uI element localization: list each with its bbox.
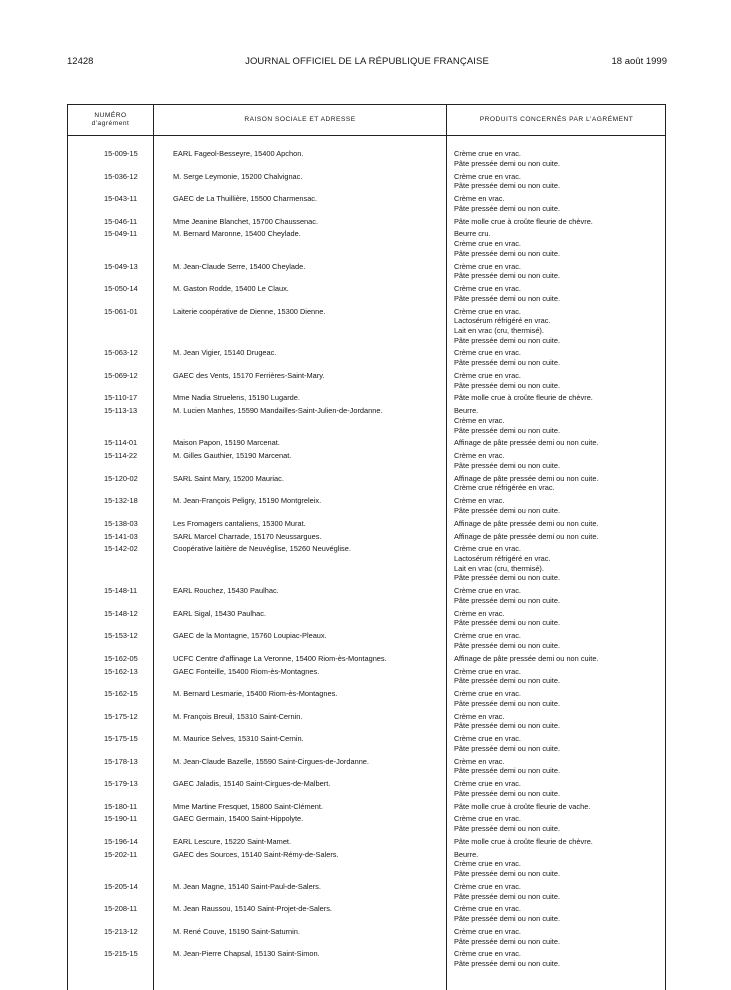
company-name-address: M. Bernard Maronne, 15400 Cheylade. [173,229,301,239]
product-line: Crème crue en vrac. [454,370,521,380]
approved-products [446,927,665,946]
company-name-address: M. Gilles Gauthier, 15190 Marcenat. [173,451,292,461]
page-number: 12428 [67,56,94,67]
company-name-address: GAEC des Vents, 15170 Ferrières-Saint-Mary. [173,370,325,380]
approval-number: 15-046-11 [104,216,138,226]
company-name-address: M. Serge Leymonie, 15200 Chalvignac. [173,171,303,181]
column-header-products: PRODUITS CONCERNÉS PAR L'AGRÉMENT [479,116,634,123]
product-line: Pâte pressée demi ou non cuite. [454,936,560,946]
approved-products [446,609,665,628]
product-line: Lait en vrac (cru, thermisé). [454,563,544,573]
approved-products [446,519,665,529]
approved-products [446,654,665,664]
approved-products [446,229,665,258]
company-name-address: SARL Saint Mary, 15200 Mauriac. [173,473,284,483]
product-line: Pâte molle crue à croûte fleurie de chèvre. [454,216,593,226]
approval-number: 15-141-03 [104,531,138,541]
product-line: Crème crue en vrac. [454,904,521,914]
approval-number: 15-175-15 [104,734,138,743]
product-line: Pâte pressée demi ou non cuite. [454,676,560,686]
approval-number: 15-162-15 [104,689,138,698]
product-line: Pâte pressée demi ou non cuite. [454,380,560,390]
approved-products [446,149,665,168]
table-row [68,814,665,833]
approved-products [446,371,665,390]
product-line: Crème en vrac. [454,415,505,425]
approval-number: 15-138-03 [104,518,138,528]
approval-number: 15-178-13 [104,756,138,766]
company-name-address: M. René Couve, 15190 Saint-Saturnin. [173,926,300,936]
product-line: Crème crue en vrac. [454,631,521,641]
approval-number: 15-114-01 [104,438,138,448]
table-row [68,532,665,542]
table-row [68,172,665,191]
company-name-address: GAEC Jaladis, 15140 Saint-Cirgues-de-Malbert. [173,779,331,788]
header-rule [68,135,665,136]
company-name-address: M. Bernard Lesmarie, 15400 Riom-ès-Montagnes. [173,689,338,698]
approval-number: 15-063-12 [104,348,138,358]
company-name-address: M. Jean-Claude Serre, 15400 Cheylade. [173,261,306,271]
company-name-address: EARL Sigal, 15430 Paulhac. [173,608,266,618]
product-line: Crème crue en vrac. [454,261,521,271]
product-line: Affinage de pâte pressée demi ou non cuite. [454,531,599,541]
product-line: Beurre. [454,849,479,859]
approval-number: 15-205-14 [104,881,138,891]
company-name-address: M. Jean-Pierre Chapsal, 15130 Saint-Simon. [173,949,320,959]
table-row [68,544,665,583]
table-row [68,451,665,470]
product-line: Crème en vrac. [454,496,505,506]
approval-number: 15-162-13 [104,666,138,676]
product-line: Beurre cru. [454,229,491,239]
table-row [68,393,665,403]
product-line: Crème en vrac. [454,756,505,766]
approved-products [446,586,665,605]
approved-products [446,262,665,281]
company-name-address: M. Jean-François Peligry, 15190 Montgreleix. [173,496,322,506]
approval-number: 15-148-11 [104,586,138,596]
product-line: Pâte molle crue à croûte fleurie de vache. [454,801,591,811]
approval-number: 15-049-11 [104,229,138,239]
approval-number: 15-049-13 [104,261,138,271]
table-row [68,837,665,847]
product-line: Crème crue en vrac. [454,881,521,891]
product-line: Crème crue en vrac. [454,814,521,824]
table-row [68,802,665,812]
approval-number: 15-043-11 [104,194,138,203]
approved-products [446,802,665,812]
approved-products [446,904,665,923]
company-name-address: GAEC Germain, 15400 Saint-Hippolyte. [173,814,304,824]
approval-number: 15-175-12 [104,711,138,721]
company-name-address: M. Jean Raussou, 15140 Saint-Projet-de-Salers. [173,904,332,914]
approved-products [446,882,665,901]
approval-number: 15-162-05 [104,653,138,663]
approval-number: 15-009-15 [104,149,138,158]
company-name-address: GAEC de La Thuillière, 15500 Charmensac. [173,194,318,203]
table-row [68,779,665,798]
company-name-address: Mme Nadia Struelens, 15190 Lugarde. [173,393,300,403]
approved-products [446,779,665,798]
company-name-address: Laiterie coopérative de Dienne, 15300 Dienne. [173,306,326,316]
product-line: Pâte pressée demi ou non cuite. [454,248,560,258]
approved-products [446,532,665,542]
table-row [68,217,665,227]
approved-products [446,712,665,731]
table-row [68,519,665,529]
product-line: Pâte pressée demi ou non cuite. [454,358,560,368]
product-line: Crème crue en vrac. [454,239,521,248]
product-line: Pâte pressée demi ou non cuite. [454,959,560,968]
table-row [68,850,665,879]
approved-products [446,814,665,833]
table-row [68,229,665,258]
company-name-address: M. François Breuil, 15310 Saint-Cernin. [173,711,303,721]
product-line: Pâte pressée demi ou non cuite. [454,891,560,901]
approval-number: 15-196-14 [104,836,138,846]
approved-products [446,734,665,753]
approved-products [446,307,665,346]
product-line: Pâte pressée demi ou non cuite. [454,766,560,776]
table-row [68,904,665,923]
product-line: Crème crue en vrac. [454,859,521,869]
product-line: Pâte pressée demi ou non cuite. [454,158,560,168]
table-row [68,631,665,650]
column-header-number [68,105,153,135]
table-row [68,262,665,281]
column-header-number-line1: NUMÉRO [94,112,127,119]
product-line: Crème crue en vrac. [454,779,521,788]
approved-products [446,496,665,515]
table-body [68,149,665,972]
approved-products [446,393,665,403]
company-name-address: M. Jean Vigier, 15140 Drugeac. [173,348,277,358]
approval-table [67,104,666,990]
approval-number: 15-132-18 [104,496,138,506]
company-name-address: M. Gaston Rodde, 15400 Le Claux. [173,284,289,293]
product-line: Pâte pressée demi ou non cuite. [454,203,560,213]
approval-number: 15-215-15 [104,949,138,959]
approved-products [446,949,665,968]
product-line: Pâte pressée demi ou non cuite. [454,425,560,435]
product-line: Crème crue en vrac. [454,689,521,698]
product-line: Crème crue en vrac. [454,734,521,743]
product-line: Pâte pressée demi ou non cuite. [454,721,560,731]
company-name-address: M. Lucien Manhes, 15590 Mandailles-Saint-Julien-de-Jordanne. [173,406,383,416]
product-line: Lactosérum réfrigéré en vrac. [454,554,551,563]
table-row [68,586,665,605]
product-line: Pâte pressée demi ou non cuite. [454,335,560,345]
product-line: Crème en vrac. [454,451,505,461]
approval-number: 15-061-01 [104,306,138,316]
table-row [68,609,665,628]
product-line: Beurre. [454,406,479,416]
product-line: Pâte pressée demi ou non cuite. [454,698,560,708]
product-line: Crème crue en vrac. [454,306,521,316]
company-name-address: Mme Martine Fresquet, 15800 Saint-Clément. [173,801,323,811]
company-name-address: Les Fromagers cantaliens, 15300 Murat. [173,518,306,528]
table-row [68,194,665,213]
table-row [68,406,665,435]
approval-number: 15-180-11 [104,801,138,811]
table-row [68,882,665,901]
product-line: Crème crue en vrac. [454,949,521,959]
product-line: Pâte pressée demi ou non cuite. [454,595,560,605]
approved-products [446,631,665,650]
approval-number: 15-153-12 [104,631,138,641]
approved-products [446,217,665,227]
product-line: Pâte molle crue à croûte fleurie de chèvre. [454,393,593,403]
approval-number: 15-036-12 [104,171,138,181]
company-name-address: EARL Fageol-Besseyre, 15400 Apchon. [173,149,304,158]
approved-products [446,438,665,448]
product-line: Pâte pressée demi ou non cuite. [454,618,560,628]
product-line: Lactosérum réfrigéré en vrac. [454,316,551,326]
approved-products [446,689,665,708]
approved-products [446,850,665,879]
company-name-address: Maison Papon, 15190 Marcenat. [173,438,280,448]
table-row [68,149,665,168]
product-line: Pâte pressée demi ou non cuite. [454,640,560,650]
table-row [68,307,665,346]
approved-products [446,348,665,367]
product-line: Pâte pressée demi ou non cuite. [454,573,560,583]
table-row [68,371,665,390]
product-line: Crème crue en vrac. [454,149,521,158]
product-line: Pâte pressée demi ou non cuite. [454,505,560,515]
approval-number: 15-050-14 [104,284,138,293]
journal-title: JOURNAL OFFICIEL DE LA RÉPUBLIQUE FRANÇAISE [245,56,489,67]
table-row [68,284,665,303]
product-line: Crème en vrac. [454,711,505,721]
table-row [68,949,665,968]
product-line: Crème crue en vrac. [454,544,521,554]
product-line: Pâte pressée demi ou non cuite. [454,181,560,191]
product-line: Affinage de pâte pressée demi ou non cuite. [454,438,599,448]
approval-number: 15-120-02 [104,473,138,483]
product-line: Pâte pressée demi ou non cuite. [454,743,560,753]
company-name-address: GAEC Fonteille, 15400 Riom-ès-Montagnes. [173,666,320,676]
product-line: Lait en vrac (cru, thermisé). [454,325,544,335]
approval-number: 15-114-22 [104,451,138,461]
company-name-address: GAEC des Sources, 15140 Saint-Rémy-de-Salers. [173,849,339,859]
table-row [68,496,665,515]
approved-products [446,837,665,847]
table-row [68,689,665,708]
product-line: Crème crue en vrac. [454,348,521,358]
product-line: Pâte pressée demi ou non cuite. [454,869,560,878]
approval-number: 15-110-17 [104,393,138,403]
company-name-address: SARL Marcel Charrade, 15170 Neussargues. [173,531,322,541]
company-name-address: UCFC Centre d'affinage La Veronne, 15400 Riom-ès-Montagnes. [173,653,387,663]
approval-number: 15-069-12 [104,370,138,380]
approved-products [446,667,665,686]
approval-number: 15-113-13 [104,406,138,416]
company-name-address: M. Jean-Claude Bazelle, 15590 Saint-Cirgues-de-Jordanne. [173,756,369,766]
table-row [68,734,665,753]
product-line: Crème crue en vrac. [454,171,521,181]
approved-products [446,284,665,303]
table-row [68,348,665,367]
table-row [68,712,665,731]
table-row [68,757,665,776]
company-name-address: M. Jean Magne, 15140 Saint-Paul-de-Salers. [173,881,321,891]
product-line: Affinage de pâte pressée demi ou non cuite. [454,518,599,528]
product-line: Crème crue en vrac. [454,666,521,676]
table-row [68,927,665,946]
table-row [68,654,665,664]
company-name-address: M. Maurice Selves, 15310 Saint-Cernin. [173,734,304,743]
approval-number: 15-190-11 [104,814,138,824]
company-name-address: Mme Jeanine Blanchet, 15700 Chaussenac. [173,216,319,226]
approval-number: 15-179-13 [104,779,138,788]
product-line: Pâte pressée demi ou non cuite. [454,914,560,923]
company-name-address: GAEC de la Montagne, 15760 Loupiac-Pleaux. [173,631,327,641]
approval-number: 15-148-12 [104,608,138,618]
table-row [68,474,665,493]
approved-products [446,757,665,776]
product-line: Crème en vrac. [454,194,505,203]
approval-number: 15-142-02 [104,544,138,554]
approval-number: 15-213-12 [104,926,138,936]
column-header-number-line2: d'agrément [91,120,130,127]
product-line: Pâte pressée demi ou non cuite. [454,460,560,470]
product-line: Crème crue en vrac. [454,586,521,596]
product-line: Pâte pressée demi ou non cuite. [454,271,560,281]
approval-number: 15-202-11 [104,849,138,859]
column-header-name: RAISON SOCIALE ET ADRESSE [244,116,356,123]
publication-date: 18 août 1999 [611,56,667,67]
product-line: Pâte pressée demi ou non cuite. [454,824,560,833]
table-row [68,667,665,686]
approved-products [446,474,665,493]
product-line: Crème en vrac. [454,608,505,618]
company-name-address: Coopérative laitière de Neuvéglise, 15260 Neuvéglise. [173,544,351,554]
product-line: Crème crue en vrac. [454,926,521,936]
product-line: Affinage de pâte pressée demi ou non cuite. [454,473,599,483]
approved-products [446,406,665,435]
approved-products [446,172,665,191]
approved-products [446,451,665,470]
table-row [68,438,665,448]
company-name-address: EARL Lescure, 15220 Saint-Mamet. [173,836,292,846]
approved-products [446,544,665,583]
product-line: Affinage de pâte pressée demi ou non cuite. [454,653,599,663]
product-line: Pâte pressée demi ou non cuite. [454,788,560,798]
product-line: Pâte pressée demi ou non cuite. [454,293,560,303]
product-line: Pâte molle crue à croûte fleurie de chèvre. [454,836,593,846]
product-line: Crème crue réfrigérée en vrac. [454,483,555,493]
approved-products [446,194,665,213]
company-name-address: EARL Rouchez, 15430 Paulhac. [173,586,279,596]
product-line: Crème crue en vrac. [454,284,521,293]
approval-number: 15-208-11 [104,904,138,914]
